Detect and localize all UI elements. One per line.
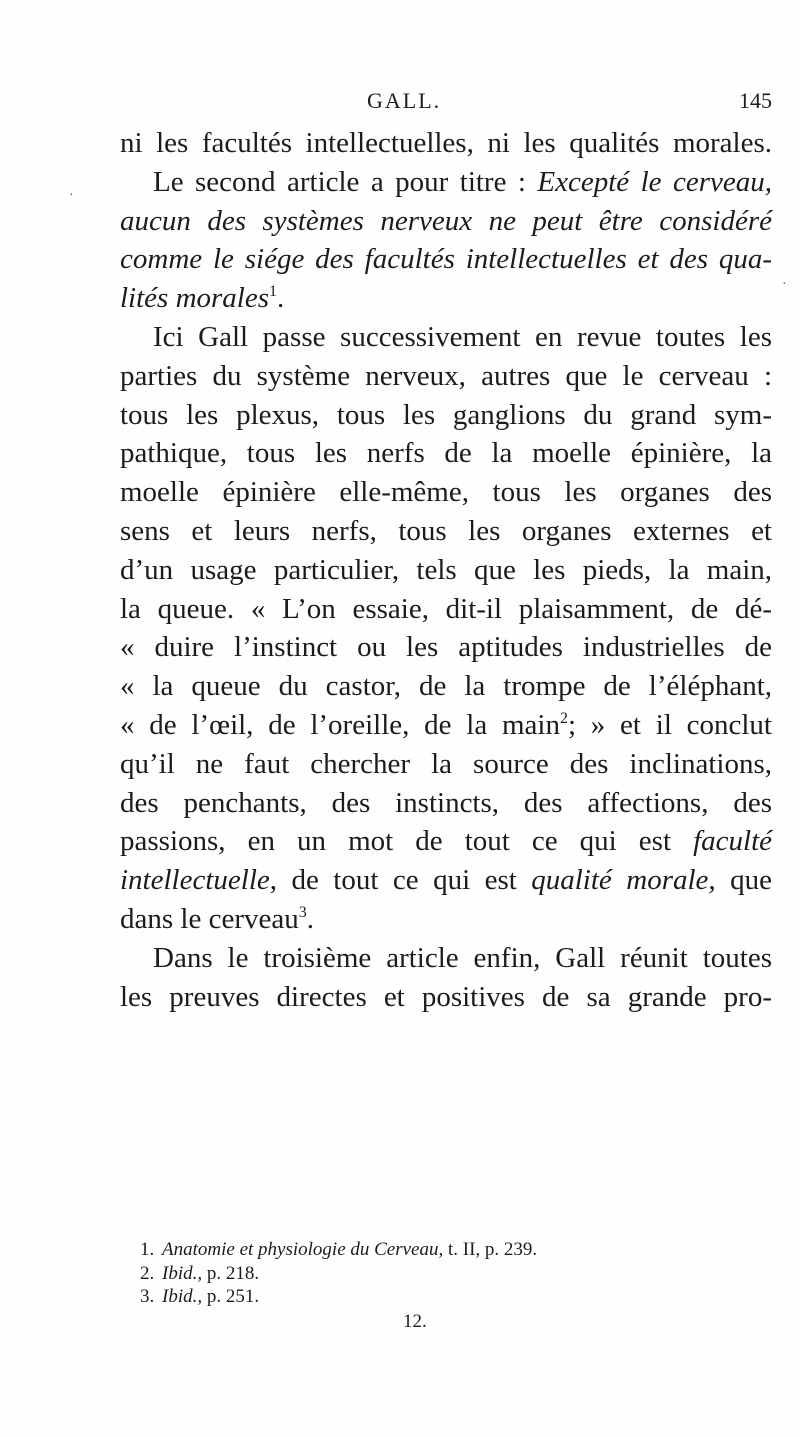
footnote-ref: 3: [298, 903, 307, 921]
footnote-ref: 2: [559, 709, 568, 727]
italic-span: faculté: [693, 825, 772, 858]
text-span: d’un usage particulier, tels que les pieds, la main,: [120, 553, 772, 586]
text-line: [120, 784, 772, 823]
footnote-text: p. 251.: [202, 1286, 260, 1307]
text-line: [120, 861, 772, 900]
text-line: [120, 512, 772, 551]
text-span: les preuves directes et positives de sa grande pro-: [120, 980, 772, 1013]
text-line: [120, 939, 772, 978]
text-span: sens et leurs nerfs, tous les organes externes et: [120, 514, 772, 547]
italic-span: aucun des systèmes nerveux ne peut être considéré: [120, 204, 772, 237]
text-line: [120, 318, 772, 357]
text-span: « de l’œil, de l’oreille, de la main: [120, 708, 560, 741]
text-span: Dans le troisième article enfin, Gall réunit toutes: [153, 941, 772, 974]
text-span: tous les plexus, tous les ganglions du grand sym-: [120, 398, 772, 431]
footnote-citation: Ibid.,: [162, 1286, 203, 1307]
footnote: [140, 1238, 772, 1262]
text-span: dans le cerveau: [120, 902, 299, 935]
body-text: [120, 124, 772, 1016]
text-line: [120, 978, 772, 1017]
text-span: parties du système nerveux, autres que le cerveau :: [120, 359, 772, 392]
text-span: que: [715, 864, 772, 897]
text-line: [120, 163, 772, 202]
margin-dot: ·: [69, 188, 74, 203]
margin-dot: ·: [782, 277, 787, 292]
running-title: GALL.: [367, 88, 442, 113]
italic-span: lités morales: [120, 282, 270, 315]
text-span: , de tout ce qui est: [269, 864, 532, 897]
text-span: pathique, tous les nerfs de la moelle épinière, la: [120, 437, 772, 470]
signature-mark: 12.: [403, 1311, 427, 1332]
footnote-number: 1.: [140, 1239, 155, 1260]
text-line: [120, 240, 772, 279]
text-span: Le second article a pour titre :: [153, 165, 538, 198]
italic-span: Excepté le cerveau,: [537, 165, 772, 198]
footnote-number: 2.: [140, 1262, 155, 1284]
text-line: [120, 745, 772, 784]
text-span: la queue. « L’on essaie, dit-il plaisamment, de dé-: [120, 592, 772, 625]
footnote-citation: Anatomie et physiologie du Cerveau,: [162, 1239, 444, 1260]
text-line: [120, 551, 772, 590]
italic-span: intellectuelle: [120, 864, 270, 897]
text-line: [120, 396, 772, 435]
text-line: [120, 900, 772, 939]
text-span: .: [306, 902, 314, 935]
text-span: ni les facultés intellectuelles, ni les qualités morales.: [120, 127, 772, 159]
text-span: qu’il ne faut chercher la source des inclinations,: [120, 747, 772, 780]
text-span: « la queue du castor, de la trompe de l’éléphant,: [120, 670, 772, 703]
footnotes: [140, 1238, 772, 1309]
text-line: [120, 590, 772, 629]
text-span: « duire l’instinct ou les aptitudes industrielles de: [120, 631, 772, 664]
text-span: moelle épinière elle-même, tous les organes des: [120, 476, 772, 509]
footnote: [140, 1285, 772, 1309]
text-line: [120, 706, 772, 745]
text-line: [120, 434, 772, 473]
footnote-text: t. II, p. 239.: [443, 1239, 538, 1260]
text-line: [120, 357, 772, 396]
text-span: .: [277, 282, 285, 315]
footnote-number: 3.: [140, 1286, 155, 1307]
italic-span: qualité morale,: [531, 864, 716, 897]
italic-span: comme le siége des facultés intellectuelles et des qua-: [120, 243, 772, 276]
text-line: [120, 473, 772, 512]
page-number: 145: [739, 88, 772, 113]
text-span: ; » et il conclut: [567, 708, 772, 741]
text-span: Ici Gall passe successivement en revue toutes les: [153, 320, 772, 353]
text-line: [120, 279, 772, 318]
text-line: [120, 202, 772, 241]
text-line: [120, 667, 772, 706]
footnote-ref: 1: [269, 283, 278, 301]
text-line: [120, 628, 772, 667]
text-span: passions, en un mot de tout ce qui est: [120, 825, 694, 858]
text-line: [120, 124, 772, 163]
text-span: des penchants, des instincts, des affections, des: [120, 786, 772, 819]
page-header: [120, 88, 772, 118]
footnote-citation: Ibid.,: [162, 1262, 203, 1284]
footnote-text: p. 218.: [202, 1262, 260, 1284]
footnote: [140, 1262, 772, 1286]
text-line: [120, 822, 772, 861]
